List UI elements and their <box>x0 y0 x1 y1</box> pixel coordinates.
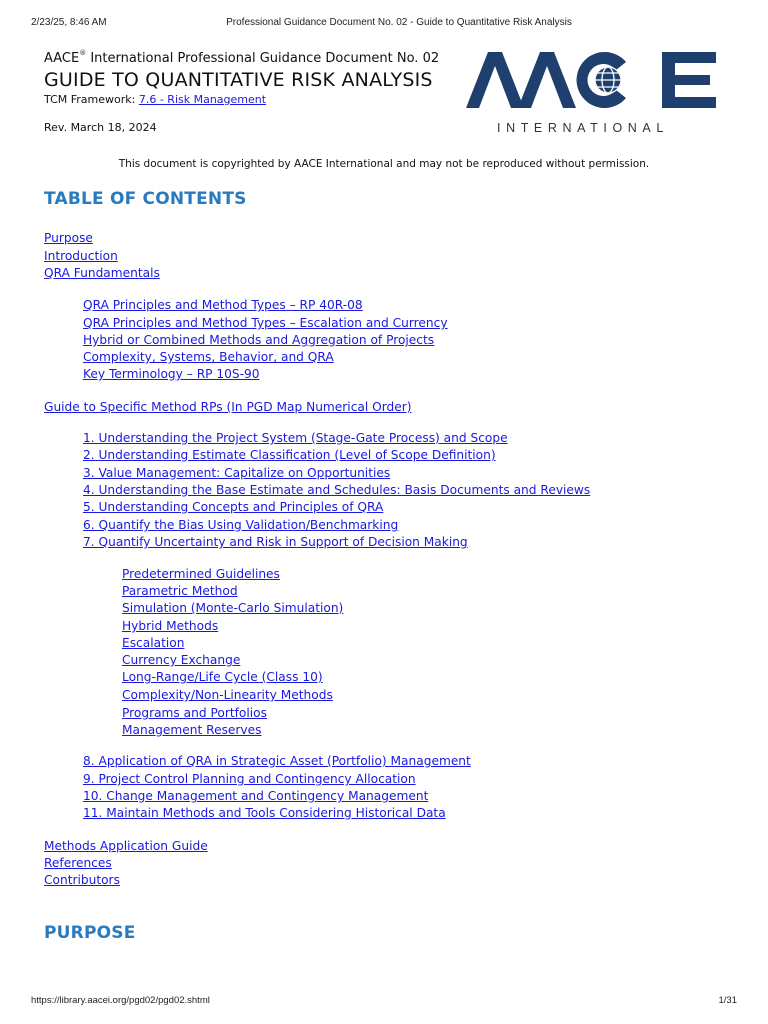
toc-link-hybrid-methods[interactable]: Hybrid Methods <box>122 619 219 633</box>
org-name: AACE <box>44 51 80 66</box>
toc-item[interactable] <box>83 788 428 804</box>
toc-item[interactable] <box>44 399 412 415</box>
toc-link-methods-application[interactable]: Methods Application Guide <box>44 839 208 853</box>
purpose-heading: PURPOSE <box>44 923 136 943</box>
toc-item[interactable] <box>83 771 416 787</box>
toc-link-principles-escalation[interactable]: QRA Principles and Method Types – Escalation and Currency <box>83 316 448 330</box>
toc-item[interactable] <box>44 265 160 281</box>
print-url: https://library.aacei.org/pgd02/pgd02.shtml <box>31 995 210 1006</box>
tcm-framework <box>44 93 464 107</box>
toc-item[interactable] <box>83 753 471 769</box>
logo-subtitle: INTERNATIONAL <box>497 121 669 135</box>
toc-link-9[interactable]: 9. Project Control Planning and Contingency Allocation <box>83 772 416 786</box>
toc-item[interactable] <box>44 855 112 871</box>
toc-link-references[interactable]: References <box>44 856 112 870</box>
aace-logo-graphic <box>466 48 722 138</box>
print-footer <box>0 995 768 1009</box>
toc-link-escalation[interactable]: Escalation <box>122 636 185 650</box>
tcm-label: TCM Framework: <box>44 93 139 106</box>
toc-link-10[interactable]: 10. Change Management and Contingency Management <box>83 789 429 803</box>
toc-item[interactable] <box>83 366 260 382</box>
toc-link-simulation[interactable]: Simulation (Monte-Carlo Simulation) <box>122 601 344 615</box>
toc-item[interactable] <box>83 447 496 463</box>
print-title: Professional Guidance Document No. 02 - Guide to Quantitative Risk Analysis <box>226 17 572 28</box>
toc-link-complexity-systems[interactable]: Complexity, Systems, Behavior, and QRA <box>83 350 334 364</box>
toc-link-parametric[interactable]: Parametric Method <box>122 584 238 598</box>
page-counter: 1/31 <box>718 995 737 1006</box>
toc-link-long-range[interactable]: Long-Range/Life Cycle (Class 10) <box>122 670 323 684</box>
aace-logo <box>466 48 722 138</box>
toc-item[interactable] <box>122 635 184 651</box>
toc-heading: TABLE OF CONTENTS <box>44 189 247 209</box>
toc-item[interactable] <box>44 230 93 246</box>
registered-mark: ® <box>79 49 87 57</box>
toc-link-8[interactable]: 8. Application of QRA in Strategic Asset (Portfolio) Management <box>83 754 471 768</box>
toc-link-qra-fundamentals[interactable]: QRA Fundamentals <box>44 266 160 280</box>
toc-link-principles-40r[interactable]: QRA Principles and Method Types – RP 40R-08 <box>83 298 363 312</box>
toc-item[interactable] <box>122 566 280 582</box>
toc-item[interactable] <box>44 872 120 888</box>
document-title: GUIDE TO QUANTITATIVE RISK ANALYSIS <box>44 69 433 91</box>
toc-item[interactable] <box>83 332 434 348</box>
toc-item[interactable] <box>122 705 267 721</box>
toc-link-3[interactable]: 3. Value Management: Capitalize on Opportunities <box>83 466 391 480</box>
toc-link-11[interactable]: 11. Maintain Methods and Tools Considering Historical Data <box>83 806 446 820</box>
toc-link-1[interactable]: 1. Understanding the Project System (Stage-Gate Process) and Scope <box>83 431 508 445</box>
toc-link-guide-specific-rps[interactable]: Guide to Specific Method RPs (In PGD Map Numerical Order) <box>44 400 412 414</box>
toc-item[interactable] <box>122 669 323 685</box>
toc-link-6[interactable]: 6. Quantify the Bias Using Validation/Benchmarking <box>83 518 399 532</box>
toc-item[interactable] <box>122 618 218 634</box>
print-header <box>0 17 768 31</box>
toc-link-2[interactable]: 2. Understanding Estimate Classification (Level of Scope Definition) <box>83 448 496 462</box>
toc-item[interactable] <box>83 499 383 515</box>
toc-item[interactable] <box>122 652 240 668</box>
print-date: 2/23/25, 8:46 AM <box>31 17 107 28</box>
tcm-link[interactable]: 7.6 - Risk Management <box>138 93 267 106</box>
toc-item[interactable] <box>83 517 398 533</box>
toc-item[interactable] <box>122 600 343 616</box>
toc-item[interactable] <box>83 482 590 498</box>
toc-link-contributors[interactable]: Contributors <box>44 873 120 887</box>
toc-link-programs-portfolios[interactable]: Programs and Portfolios <box>122 706 267 720</box>
toc-item[interactable] <box>83 430 508 446</box>
toc-item[interactable] <box>122 722 262 738</box>
toc-item[interactable] <box>44 248 118 264</box>
toc-item[interactable] <box>83 297 363 313</box>
toc-item[interactable] <box>83 805 446 821</box>
toc-link-key-terminology[interactable]: Key Terminology – RP 10S-90 <box>83 367 260 381</box>
document-series <box>44 44 464 68</box>
toc-link-7[interactable]: 7. Quantify Uncertainty and Risk in Support of Decision Making <box>83 535 468 549</box>
toc-link-hybrid-aggregation[interactable]: Hybrid or Combined Methods and Aggregation of Projects <box>83 333 435 347</box>
document-number: International Professional Guidance Document No. 02 <box>86 51 440 66</box>
toc-item[interactable] <box>122 687 333 703</box>
toc-link-management-reserves[interactable]: Management Reserves <box>122 723 262 737</box>
toc-item[interactable] <box>83 465 390 481</box>
toc-item[interactable] <box>122 583 238 599</box>
toc-link-introduction[interactable]: Introduction <box>44 249 118 263</box>
toc-link-predetermined[interactable]: Predetermined Guidelines <box>122 567 280 581</box>
toc-item[interactable] <box>44 838 208 854</box>
toc-item[interactable] <box>83 315 448 331</box>
toc-link-currency-exchange[interactable]: Currency Exchange <box>122 653 241 667</box>
toc-link-complexity-methods[interactable]: Complexity/Non-Linearity Methods <box>122 688 333 702</box>
copyright-notice: This document is copyrighted by AACE International and may not be reproduced without permission. <box>118 158 650 170</box>
toc-link-5[interactable]: 5. Understanding Concepts and Principles of QRA <box>83 500 384 514</box>
toc-link-purpose[interactable]: Purpose <box>44 231 93 245</box>
revision-date: Rev. March 18, 2024 <box>44 121 157 134</box>
toc-link-4[interactable]: 4. Understanding the Base Estimate and Schedules: Basis Documents and Reviews <box>83 483 591 497</box>
toc-item[interactable] <box>83 349 334 365</box>
document-header <box>44 44 464 135</box>
toc-item[interactable] <box>83 534 468 550</box>
